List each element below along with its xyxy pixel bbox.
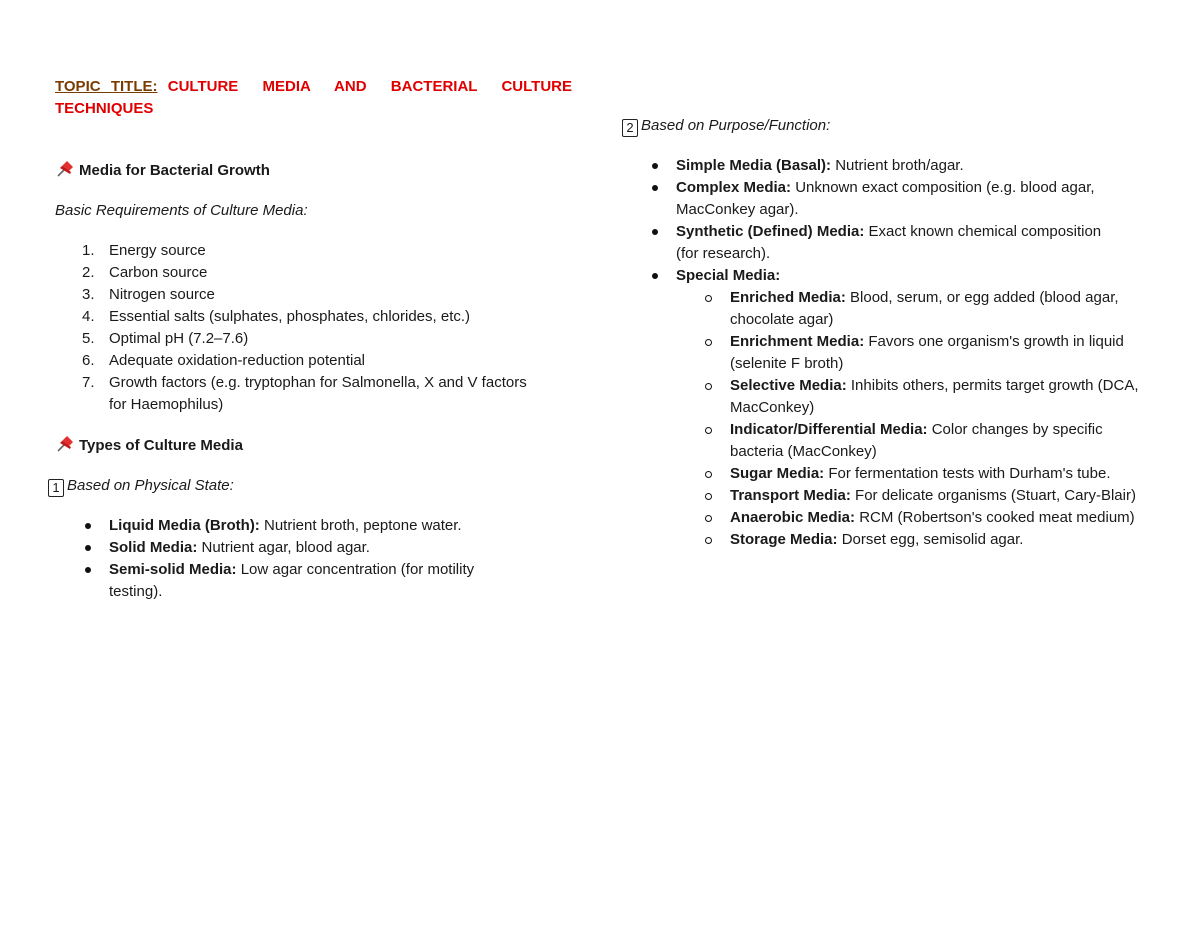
physical-state-list <box>55 515 535 603</box>
media-growth-heading-text: Media for Bacterial Growth <box>79 162 270 179</box>
list-item: 2. Carbon source <box>82 264 208 281</box>
hollow-bullet-icon <box>705 383 712 390</box>
list-item: 6. Adequate oxidation-reduction potential <box>82 352 366 369</box>
list-item: Liquid Media (Broth): Nutrient broth, peptone water. <box>55 515 535 537</box>
list-item: Indicator/Differential Media: Color changes by specific bacteria (MacConkey) <box>676 419 1141 463</box>
topic-title <box>55 76 572 120</box>
list-item: Sugar Media: For fermentation tests with Durham's tube. <box>676 463 1141 485</box>
hollow-bullet-icon <box>705 537 712 544</box>
hollow-bullet-icon <box>705 295 712 302</box>
hollow-bullet-icon <box>705 515 712 522</box>
list-item: Anaerobic Media: RCM (Robertson's cooked meat medium) <box>676 507 1141 529</box>
purpose-subheading: 2 Based on Purpose/Function: <box>622 115 830 137</box>
list-item: Solid Media: Nutrient agar, blood agar. <box>55 537 535 559</box>
list-item: 1. Energy source <box>82 242 206 259</box>
media-growth-heading <box>55 160 270 182</box>
list-item: 5. Optimal pH (7.2–7.6) <box>82 330 249 347</box>
list-item: 3. Nitrogen source <box>82 286 215 303</box>
list-item: 4. Essential salts (sulphates, phosphates, chlorides, etc.) <box>82 308 471 325</box>
hollow-bullet-icon <box>705 427 712 434</box>
list-item: Selective Media: Inhibits others, permits target growth (DCA, MacConkey) <box>676 375 1141 419</box>
pushpin-icon <box>55 435 75 453</box>
bullet-icon <box>652 229 658 235</box>
list-item: Transport Media: For delicate organisms (Stuart, Cary-Blair) <box>676 485 1141 507</box>
list-item: Special Media: Enriched Media: Blood, serum, or egg added (blood agar, chocolate agar) Enrichment Media: Favors one organism's growth in liquid (selenite F broth) Selective Media: Inhibits others, permits target growth (DCA, MacConkey) Indicator/Differential Media: Color changes by specific bacteria (MacConkey) Sugar Media: For fermentation tests with Durham's tube. Transport Media: For delicate organisms (Stuart, Cary-Blair) Anaerobic Media: RCM (Robertson's cooked meat medium) Storage Media: Dorset egg, semisolid agar. <box>622 265 1122 551</box>
hollow-bullet-icon <box>705 493 712 500</box>
list-item: Storage Media: Dorset egg, semisolid agar. <box>676 529 1141 551</box>
bullet-icon <box>85 567 91 573</box>
number-1-icon: 1 <box>48 479 64 497</box>
bullet-icon <box>85 523 91 529</box>
hollow-bullet-icon <box>705 471 712 478</box>
bullet-icon <box>652 185 658 191</box>
bullet-icon <box>85 545 91 551</box>
list-item: Enrichment Media: Favors one organism's growth in liquid (selenite F broth) <box>676 331 1141 375</box>
types-heading-text: Types of Culture Media <box>79 437 243 454</box>
bullet-icon <box>652 163 658 169</box>
list-item: Semi-solid Media: Low agar concentration (for motility testing). <box>55 559 529 603</box>
requirements-subheading: Basic Requirements of Culture Media: <box>55 202 308 219</box>
list-item: Enriched Media: Blood, serum, or egg added (blood agar, chocolate agar) <box>676 287 1141 331</box>
physical-state-subheading: 1 Based on Physical State: <box>48 475 234 497</box>
hollow-bullet-icon <box>705 339 712 346</box>
special-media-list <box>676 287 1141 551</box>
requirements-list <box>55 240 535 416</box>
list-item: Simple Media (Basal): Nutrient broth/agar. <box>622 155 1122 177</box>
bullet-icon <box>652 273 658 279</box>
list-item: Complex Media: Unknown exact composition (e.g. blood agar, MacConkey agar). <box>622 177 1116 221</box>
purpose-list <box>622 155 1139 551</box>
topic-title-text: CULTURE MEDIA AND BACTERIAL CULTURE TECHNIQUES <box>55 78 572 117</box>
number-2-icon: 2 <box>622 119 638 137</box>
topic-title-label: TOPIC TITLE: <box>55 78 158 95</box>
pushpin-icon <box>55 160 75 178</box>
types-heading <box>55 435 243 457</box>
list-item: Synthetic (Defined) Media: Exact known chemical composition (for research). <box>622 221 1116 265</box>
list-item: 7. Growth factors (e.g. tryptophan for Salmonella, X and V factors for Haemophilus) <box>82 374 527 413</box>
